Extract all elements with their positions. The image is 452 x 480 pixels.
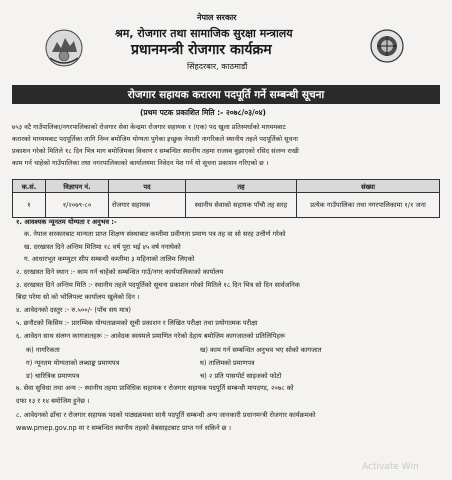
- table-header-cell: तह: [186, 180, 297, 193]
- table-cell: १: [13, 193, 46, 218]
- section-documents: ६. आवेदन साथ संलग्न कागजातहरू :- आवेदक स्वयमले प्रमाणित गरेको देहाय बमोजिम कागजातको प्रतिलिपिहरू: [16, 332, 286, 340]
- vacancy-table: [12, 179, 440, 218]
- publication-date: (प्रथम पटक प्रकाशित मिति :- २०७८/०३/०४): [140, 108, 266, 117]
- ministry-heading: श्रम, रोजगार तथा सामाजिक सुरक्षा मन्त्रालय: [115, 27, 293, 40]
- qualification-item: ख. दरखास्त दिने अन्तिम मितिमा १८ वर्ष पूरा भई ४५ वर्ष ननाघेको: [24, 243, 181, 251]
- section-application-place: २. दरखास्त दिने स्थान :- काम गर्न चाहेको सम्बन्धित गाउँ/नगर कार्यपालिकाको कार्यालय: [16, 268, 224, 276]
- table-cell: रोजगार सहायक: [109, 193, 186, 218]
- office-address: सिंहदरबार, काठमाडौं: [187, 62, 248, 71]
- section-info-cont: www.pmep.gov.np मा र सम्बन्धित स्थानीय तहको वेबसाइटबाट प्राप्त गर्न सकिने छ ।: [16, 424, 231, 432]
- intro-line: काम गर्न चाहेको गाउँपालिका तथा नगरपालिकाको कार्यालयमा निवेदन पेश गर्न यो सूचना प्रकाशन गरिएको छ ।: [12, 159, 269, 167]
- document-item: ग) न्यूनतम योग्यताको लब्धाङ्क प्रमाणपत्र: [26, 359, 120, 367]
- qualification-item: क. नेपाल सरकारबाट मान्यता प्राप्त शिक्षण संस्थाबाट कम्तीमा प्रवीणता प्रमाण पत्र तह वा सो सरह उत्तीर्ण गरेको: [24, 230, 286, 238]
- intro-line: करारको माध्यमबाट पदपूर्तिका लागि निम्न बमोजिम योग्यता पुगेका इच्छुक नेपाली नागरिकले स्थानीय तहले पदपूर्तिको सूचना: [12, 135, 298, 143]
- section-qualification-title: १. आवश्यक न्यूनतम योग्यता र अनुभव :-: [16, 218, 117, 226]
- table-header-cell: संख्या: [297, 180, 440, 193]
- table-header-row: [13, 180, 440, 193]
- document-item: घ) तालिमको प्रमाणपत्र: [200, 359, 255, 367]
- intro-line: प्रकाशन गरेको मितिले १८ दिन भित्र माग बमोजिमका विवरण र सम्बन्धित स्थानीय तहमा राजस्व बुझाएको रसिद संलग्न राखी: [12, 147, 299, 155]
- section-deadline-cont: बिदा परेमा सो को भोलिपल्ट कार्यालय खुलेको दिन ।: [16, 293, 140, 301]
- document-item: च) २ प्रति पासपोर्ट साइजको फोटो: [200, 372, 282, 380]
- document-item: ङ) चारित्रिक प्रमाणपत्र: [26, 372, 80, 380]
- table-cell: प्रत्येक गाउँपालिका तथा नगरपालिकामा १/१ जना: [297, 193, 440, 218]
- section-benefits: ७. सेवा सुविधा तथा अन्य :- स्थानीय तहमा प्राविधिक सहायक र रोजगार सहायक पदपूर्ति सम्बन्धी मापदण्ड, २०७८ को: [16, 384, 294, 392]
- table-header-cell: क.सं.: [13, 180, 46, 193]
- program-heading: प्रधानमन्त्री रोजगार कार्यक्रम: [131, 42, 272, 58]
- notice-title-banner: [12, 85, 440, 104]
- section-selection: ५. छनौटको किसिम :- प्रारम्भिक योग्यताक्रमको सूची प्रकाशन र लिखित परीक्षा तथा प्रयोगात्मक परीक्षा: [16, 319, 258, 327]
- qualification-item: ग. आधारभूत कम्प्युटर सीप सम्बन्धी कम्तीमा ३ महिनाको तालिम लिएको: [24, 255, 195, 263]
- ministry-logo-icon: [369, 28, 405, 64]
- section-deadline: ३. दरखास्त दिने अन्तिम मिति :- स्थानीय तहले पदपूर्तिको सूचना प्रकाशन गरेको मितिले १८ दिन भित्र सो दिन सार्वजनिक: [16, 281, 300, 289]
- intro-line: ७५३ वटै गाउँपालिका/नगरपालिकाको रोजगार सेवा केन्द्रमा रोजगार सहायक १ (एक) पद खुला प्रतिस्पर्धाको माध्यमबाट: [12, 123, 286, 131]
- intro-paragraph: [12, 121, 442, 169]
- government-heading: नेपाल सरकार: [197, 13, 237, 22]
- section-benefits-cont: दफा १३ र १४ बमोजिम हुनेछ ।: [16, 397, 90, 405]
- document-item: ख) काम गर्न सम्बन्धित अनुभव भए सोको कागजात: [200, 346, 322, 354]
- table-cell: स्थानीय सेवाको सहायक पाँचौ तह सरह: [186, 193, 297, 218]
- document-item: क) नागरिकता: [26, 346, 60, 354]
- activation-watermark: Activate Win: [362, 462, 419, 472]
- table-header-cell: विज्ञापन नं.: [46, 180, 109, 193]
- notice-title: रोजगार सहायक करारमा पदपूर्ति गर्ने सम्बन्धी सूचना: [127, 88, 325, 101]
- section-info: ८. आवेदनको ढाँचा र रोजगार सहायक पदको पाठ्यक्रमका साथै पदपूर्ति सम्बन्धी अन्य जानकारी प्रधानमन्त्री रोजगार कार्यक्रमको: [16, 411, 316, 419]
- section-fee: ४. आवेदनको दस्तुर :- रु.५००/- (पाँच सय मात्र): [16, 306, 131, 314]
- nepal-emblem-icon: [44, 28, 84, 68]
- table-header-cell: पद: [109, 180, 186, 193]
- table-cell: १/२०७९-८०: [46, 193, 109, 218]
- table-row: [13, 193, 440, 218]
